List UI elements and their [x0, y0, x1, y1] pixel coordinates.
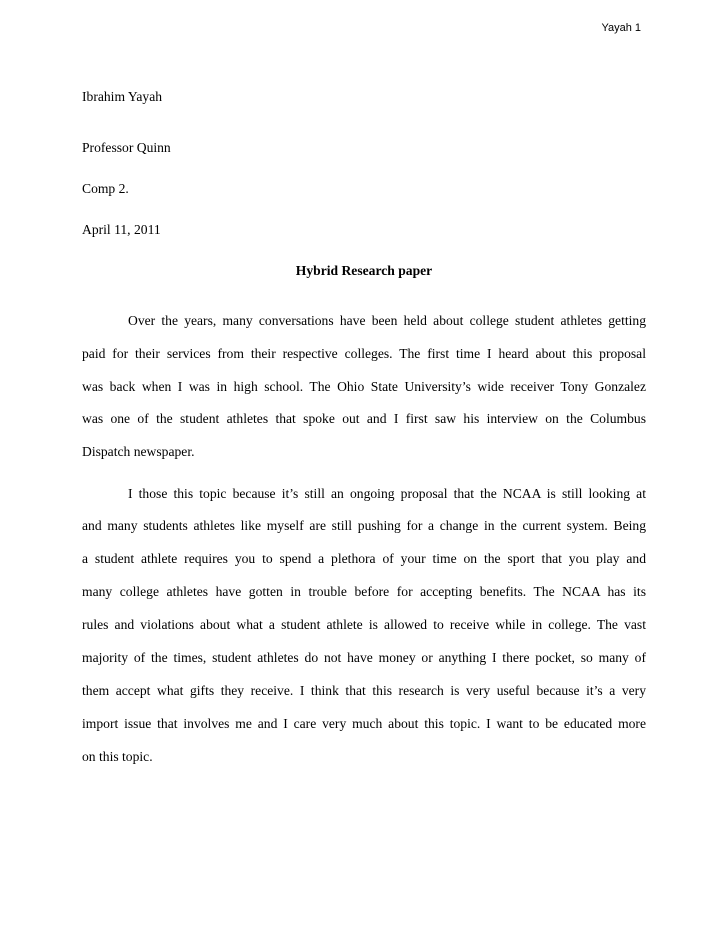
paragraph-line: many college athletes have gotten in trouble before for accepting benefits. The NCAA has its [82, 584, 646, 599]
paper-title: Hybrid Research paper [295, 263, 433, 278]
page-header-label: Yayah 1 [601, 22, 641, 34]
paragraph-line: was back when I was in high school. The Ohio State University’s wide receiver Tony Gonzalez [82, 379, 646, 394]
paragraph-line: majority of the times, student athletes do not have money or anything I there pocket, so many of [82, 650, 646, 665]
paragraph-line: them accept what gifts they receive. I think that this research is very useful because it’s a very [82, 683, 646, 698]
paragraph-line: Over the years, many conversations have been held about college student athletes getting [128, 313, 646, 328]
paragraph-line: on this topic. [82, 749, 153, 764]
author-name: Ibrahim Yayah [82, 89, 163, 104]
paragraph-line: paid for their services from their respective colleges. The first time I heard about this proposal [82, 346, 646, 361]
paragraph-line: a student athlete requires you to spend a plethora of your time on the sport that you play and [82, 551, 646, 566]
professor-name: Professor Quinn [82, 140, 171, 155]
paragraph-line: was one of the student athletes that spoke out and I first saw his interview on the Columbus [82, 411, 646, 426]
paragraph-line: and many students athletes like myself are still pushing for a change in the current system. Being [82, 518, 646, 533]
paragraph-line: I those this topic because it’s still an ongoing proposal that the NCAA is still looking at [128, 486, 646, 501]
course-name: Comp 2. [82, 181, 129, 196]
paper-date: April 11, 2011 [82, 222, 161, 237]
paragraph-line: import issue that involves me and I care very much about this topic. I want to be educated more [82, 716, 646, 731]
paragraph-line: rules and violations about what a student athlete is allowed to receive while in college. The vast [82, 617, 646, 632]
paragraph-line: Dispatch newspaper. [82, 444, 195, 459]
